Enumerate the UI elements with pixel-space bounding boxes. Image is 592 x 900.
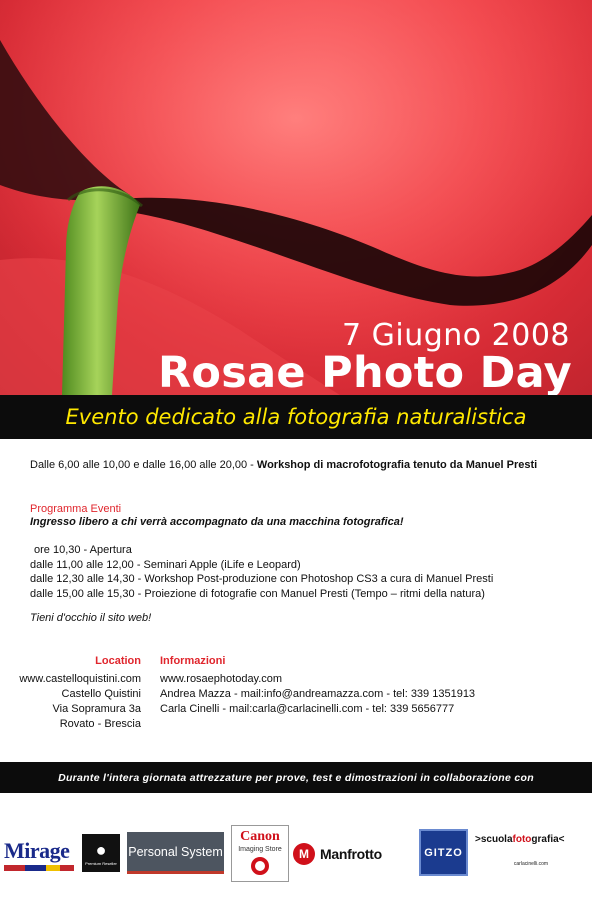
info-contact: Carla Cinelli - mail:carla@carlacinelli.com - tel: 339 5656777 <box>160 703 455 715</box>
info-block <box>160 654 475 717</box>
canon-subtitle: Imaging Store <box>238 846 282 853</box>
location-line: Via Sopramura 3a <box>52 703 141 715</box>
scuola-part: foto <box>512 834 532 845</box>
scuola-wordmark <box>475 834 587 845</box>
scuola-part: >scuola <box>475 834 513 845</box>
programma-note: Ingresso libero a chi verrà accompagnato da una macchina fotografica! <box>30 516 404 528</box>
event-subtitle: Evento dedicato alla fotografia naturalistica <box>65 405 527 429</box>
event-title: Rosae Photo Day <box>157 348 572 395</box>
info-heading: Informazioni <box>160 655 226 667</box>
canon-wordmark: Canon <box>240 829 280 844</box>
manfrotto-logo <box>293 842 382 866</box>
scuola-part: grafia< <box>531 834 565 845</box>
website-reminder: Tieni d'occhio il sito web! <box>30 612 152 624</box>
location-website-link[interactable]: www.castelloquistini.com <box>19 673 141 685</box>
location-line: Rovato - Brescia <box>59 718 141 730</box>
scuola-site: carlacinelli.com <box>513 861 549 867</box>
mirage-wordmark: Mirage <box>4 838 70 863</box>
location-line: Castello Quistini <box>61 688 141 700</box>
programma-section <box>30 503 404 528</box>
canon-ring-icon <box>251 857 269 875</box>
schedule-item: ore 10,30 - Apertura <box>34 544 132 556</box>
workshop-line <box>30 459 537 471</box>
canon-logo <box>231 825 289 882</box>
schedule-item: dalle 15,00 alle 15,30 - Proiezione di fotografie con Manuel Presti (Tempo – ritmi della natura) <box>30 587 485 600</box>
mirage-strip <box>4 865 74 871</box>
manfrotto-wordmark: Manfrotto <box>320 846 382 862</box>
schedule-list <box>30 543 493 601</box>
personal-system-wordmark: Personal System <box>128 844 223 859</box>
location-block <box>19 654 141 732</box>
hero-photo <box>0 0 592 395</box>
schedule-item: dalle 11,00 alle 12,00 - Seminari Apple (iLife e Leopard) <box>30 558 301 571</box>
workshop-title: Workshop di macrofotografia tenuto da Manuel Presti <box>256 459 538 471</box>
scuola-fotografia-logo <box>475 834 587 878</box>
personal-system-logo <box>127 832 224 874</box>
workshop-times: Dalle 6,00 alle 10,00 e dalle 16,00 alle 20,00 - <box>30 459 257 471</box>
schedule-item: dalle 12,30 alle 14,30 - Workshop Post-produzione con Photoshop CS3 a cura di Manuel Presti <box>30 573 494 585</box>
gitzo-logo <box>419 829 468 876</box>
event-date: 7 Giugno 2008 <box>341 318 570 353</box>
sponsor-bar <box>0 762 592 793</box>
apple-icon: ● <box>95 839 107 860</box>
programma-heading: Programma Eventi <box>30 503 122 515</box>
subtitle-bar <box>0 395 592 439</box>
manfrotto-icon: M <box>293 843 315 865</box>
info-website-link[interactable]: www.rosaephotoday.com <box>160 673 283 685</box>
apple-logo <box>82 834 120 872</box>
gitzo-wordmark: GITZO <box>424 846 463 859</box>
location-heading: Location <box>95 655 141 667</box>
mirage-logo <box>4 838 74 882</box>
apple-caption: Premium Reseller <box>85 860 117 866</box>
sponsor-logos <box>0 820 592 890</box>
sponsor-bar-text: Durante l'intera giornata attrezzature per prove, test e dimostrazioni in collaborazione con <box>58 771 534 784</box>
info-contact: Andrea Mazza - mail:info@andreamazza.com - tel: 339 1351913 <box>160 688 476 700</box>
